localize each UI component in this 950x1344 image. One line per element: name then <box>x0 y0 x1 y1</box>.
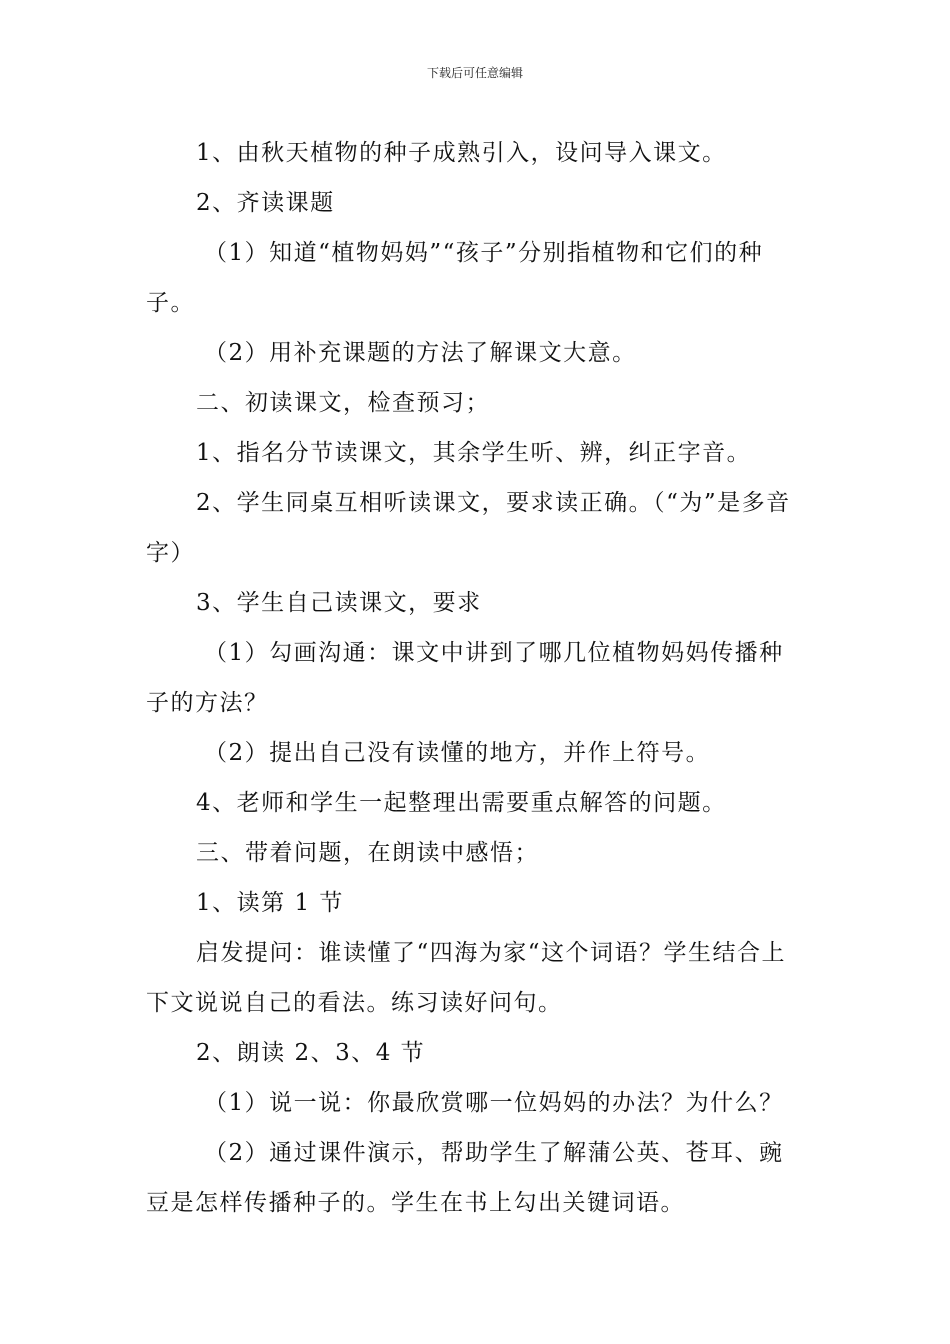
paragraph-8: 3、学生自己读课文，要求 <box>196 590 482 616</box>
paragraph-16: （1）说一说：你最欣赏哪一位妈妈的办法？为什么？ <box>204 1090 784 1116</box>
paragraph-11: 4、老师和学生一起整理出需要重点解答的问题。 <box>196 790 727 816</box>
page-header: 下载后可任意编辑 <box>426 66 523 80</box>
paragraph-9: （1）勾画沟通：课文中讲到了哪几位植物妈妈传播种子的方法？ <box>146 640 784 716</box>
paragraph-1: 1、由秋天植物的种子成熟引入，设问导入课文。 <box>196 140 727 166</box>
document-body <box>146 128 808 1228</box>
paragraph-7: 2、学生同桌互相听读课文，要求读正确。（“为”是多音字） <box>146 490 791 566</box>
paragraph-4: （2）用补充课题的方法了解课文大意。 <box>204 340 637 366</box>
paragraph-10: （2）提出自己没有读懂的地方，并作上符号。 <box>204 740 711 766</box>
paragraph-3: （1）知道“植物妈妈”“孩子”分别指植物和它们的种子。 <box>146 240 764 316</box>
paragraph-17: （2）通过课件演示，帮助学生了解蒲公英、苍耳、豌豆是怎样传播种子的。学生在书上勾出关键词语。 <box>146 1140 784 1216</box>
paragraph-2: 2、齐读课题 <box>196 190 335 216</box>
paragraph-6: 1、指名分节读课文，其余学生听、辨，纠正字音。 <box>196 440 752 466</box>
paragraph-14: 启发提问：谁读懂了“四海为家“这个词语？学生结合上下文说说自己的看法。练习读好问句。 <box>146 940 787 1016</box>
section-heading-2: 二、初读课文，检查预习； <box>196 390 490 416</box>
paragraph-15: 2、朗读 2、3、4 节 <box>196 1040 426 1066</box>
paragraph-13: 1、读第 1 节 <box>196 890 344 916</box>
section-heading-3: 三、带着问题，在朗读中感悟； <box>196 840 539 866</box>
